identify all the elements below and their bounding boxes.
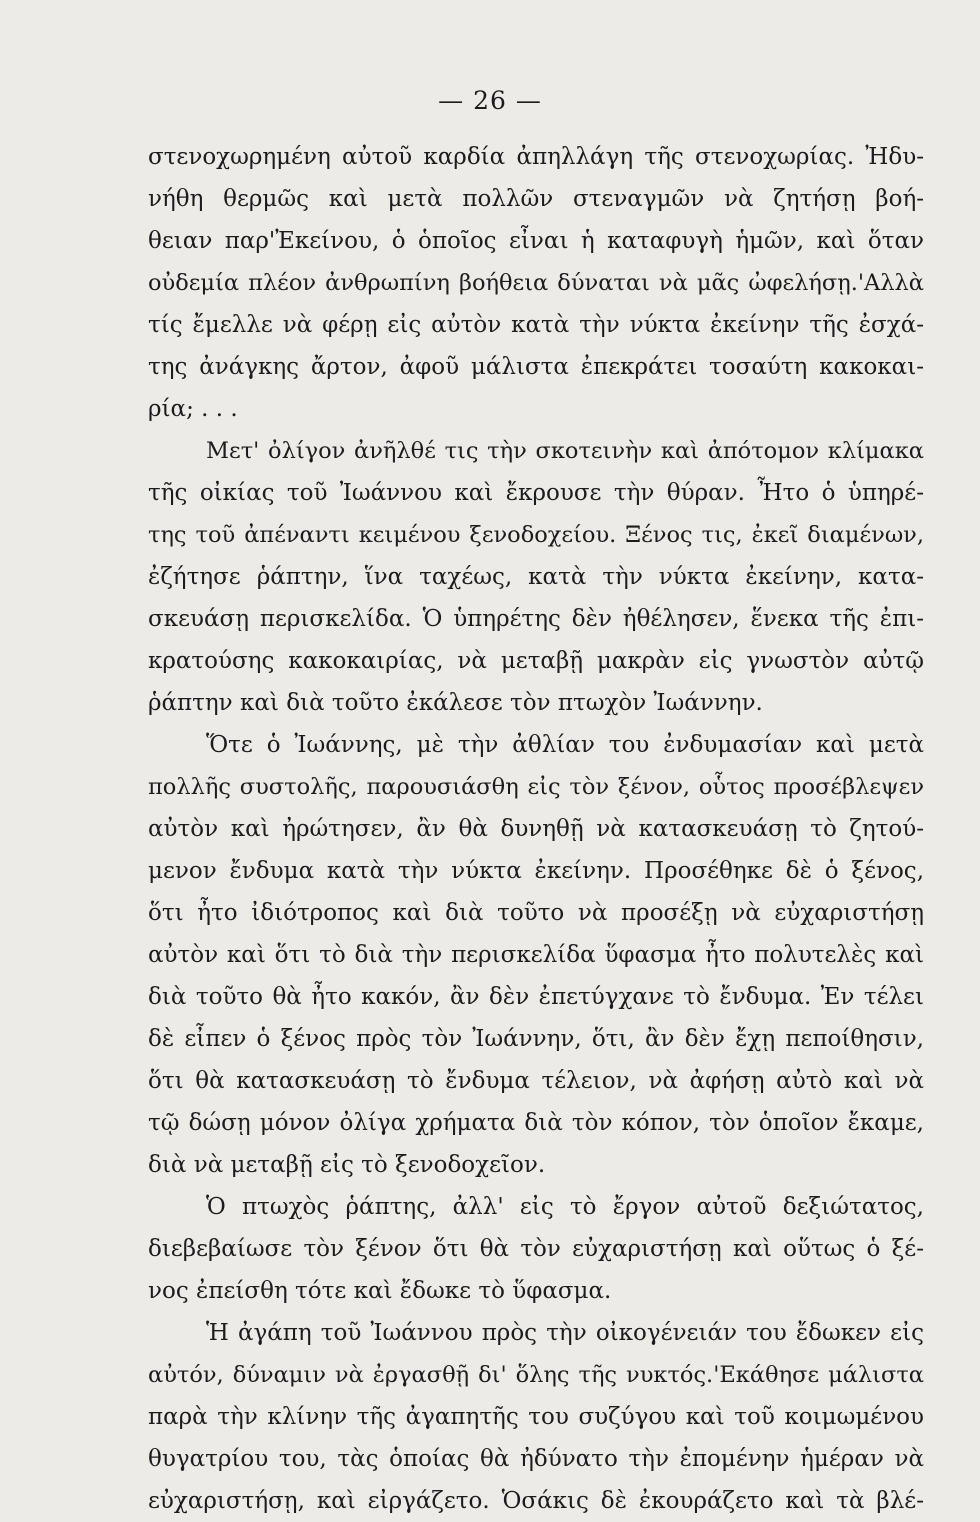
text-line: οὐδεμία πλέον ἀνθρωπίνη βοήθεια δύναται νὰ μᾶς ὠφελήσῃ.'Αλλὰ <box>148 270 924 296</box>
text-line: νος ἐπείσθη τότε καὶ ἔδωκε τὸ ὕφασμα. <box>148 1278 612 1304</box>
text-line: κρατούσης κακοκαιρίας, νὰ μεταβῇ μακρὰν εἰς γνωστὸν αὐτῷ <box>148 648 924 674</box>
text-line: σκευάσῃ περισκελίδα. Ὁ ὑπηρέτης δὲν ἠθέλησεν, ἕνεκα τῆς ἐπι- <box>148 606 924 632</box>
paragraph-start-line: Μετ' ὀλίγον ἀνῆλθέ τις τὴν σκοτεινὴν καὶ ἀπότομον κλίμακα <box>206 438 924 464</box>
text-line: της τοῦ ἀπέναντι κειμένου ξενοδοχείου. Ξένος τις, ἐκεῖ διαμένων, <box>148 522 924 548</box>
text-line: θειαν παρ'Ἐκείνου, ὁ ὁποῖος εἶναι ἡ καταφυγὴ ἡμῶν, καὶ ὅταν <box>148 228 924 254</box>
text-line: μενον ἔνδυμα κατὰ τὴν νύκτα ἐκείνην. Προσέθηκε δὲ ὁ ξένος, <box>148 858 924 884</box>
text-line: τῷ δώσῃ μόνον ὀλίγα χρήματα διὰ τὸν κόπον, τὸν ὁποῖον ἔκαμε, <box>148 1110 924 1136</box>
paragraph-start-line: Ὅτε ὁ Ἰωάννης, μὲ τὴν ἀθλίαν του ἐνδυμασίαν καὶ μετὰ <box>206 732 924 758</box>
text-line: εὐχαριστήσῃ, καὶ εἰργάζετο. Ὁσάκις δὲ ἐκουράζετο καὶ τὰ βλέ- <box>148 1488 924 1514</box>
text-line: πολλῆς συστολῆς, παρουσιάσθη εἰς τὸν ξένον, οὗτος προσέβλεψεν <box>148 774 924 800</box>
text-line: αὐτὸν καὶ ὅτι τὸ διὰ τὴν περισκελίδα ὕφασμα ἦτο πολυτελὲς καὶ <box>148 942 924 968</box>
text-line: διεβεβαίωσε τὸν ξένον ὅτι θὰ τὸν εὐχαριστήσῃ καὶ οὕτως ὁ ξέ- <box>148 1236 924 1262</box>
text-line: τῆς οἰκίας τοῦ Ἰωάννου καὶ ἔκρουσε τὴν θύραν. Ἦτο ὁ ὑπηρέ- <box>148 480 924 506</box>
text-line: αὐτόν, δύναμιν νὰ ἐργασθῇ δι' ὅλης τῆς νυκτός.'Εκάθησε μάλιστα <box>148 1362 924 1388</box>
text-line: παρὰ τὴν κλίνην τῆς ἀγαπητῆς του συζύγου καὶ τοῦ κοιμωμένου <box>148 1404 924 1430</box>
text-line: ρία; . . . <box>148 396 238 422</box>
page-number: — 26 — <box>438 86 542 115</box>
text-line: διὰ νὰ μεταβῇ εἰς τὸ ξενοδοχεῖον. <box>148 1152 546 1178</box>
text-line: αὐτὸν καὶ ἠρώτησεν, ἂν θὰ δυνηθῇ νὰ κατασκευάσῃ τὸ ζητού- <box>148 816 924 842</box>
text-line: της ἀνάγκης ἄρτον, ἀφοῦ μάλιστα ἐπεκράτει τοσαύτη κακοκαι- <box>148 354 924 380</box>
text-line: ῥάπτην καὶ διὰ τοῦτο ἐκάλεσε τὸν πτωχὸν Ἰωάννην. <box>148 690 763 716</box>
text-line: στενοχωρημένη αὐτοῦ καρδία ἀπηλλάγη τῆς στενοχωρίας. Ἠδυ- <box>148 144 924 170</box>
text-line: τίς ἔμελλε νὰ φέρῃ εἰς αὐτὸν κατὰ τὴν νύκτα ἐκείνην τῆς ἐσχά- <box>148 312 924 338</box>
text-line: ὅτι ἦτο ἰδιότροπος καὶ διὰ τοῦτο νὰ προσέξῃ νὰ εὐχαριστήσῃ <box>148 900 924 926</box>
text-line: ὅτι θὰ κατασκευάσῃ τὸ ἔνδυμα τέλειον, νὰ ἀφήσῃ αὐτὸ καὶ νὰ <box>148 1068 924 1094</box>
text-line: δὲ εἶπεν ὁ ξένος πρὸς τὸν Ἰωάννην, ὅτι, ἂν δὲν ἔχῃ πεποίθησιν, <box>148 1026 924 1052</box>
text-line: θυγατρίου του, τὰς ὁποίας θὰ ἠδύνατο τὴν ἐπομένην ἡμέραν νὰ <box>148 1446 924 1472</box>
text-line: νήθη θερμῶς καὶ μετὰ πολλῶν στεναγμῶν νὰ ζητήσῃ βοή- <box>148 186 924 212</box>
body-text <box>148 136 924 1522</box>
text-line: ἐζήτησε ῥάπτην, ἵνα ταχέως, κατὰ τὴν νύκτα ἐκείνην, κατα- <box>148 564 924 590</box>
paragraph-start-line: Ἡ ἀγάπη τοῦ Ἰωάννου πρὸς τὴν οἰκογένειάν του ἔδωκεν εἰς <box>206 1320 924 1346</box>
paragraph-start-line: Ὁ πτωχὸς ῥάπτης, ἀλλ' εἰς τὸ ἔργον αὐτοῦ δεξιώτατος, <box>206 1194 924 1220</box>
text-line: διὰ τοῦτο θὰ ἦτο κακόν, ἂν δὲν ἐπετύγχανε τὸ ἔνδυμα. Ἐν τέλει <box>148 984 924 1010</box>
